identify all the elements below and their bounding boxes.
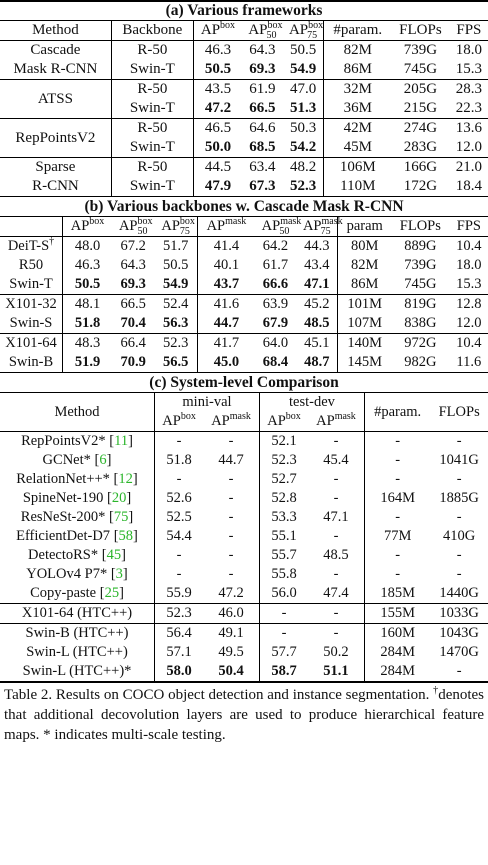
citation-link[interactable]: 3 xyxy=(115,566,123,582)
table-row xyxy=(0,295,488,315)
value-cell: 1470G xyxy=(439,644,479,660)
method-cell: Cascade xyxy=(30,42,81,58)
value-cell: 51.7 xyxy=(162,238,189,254)
value-cell: 739G xyxy=(404,257,437,273)
backbone-cell: R-50 xyxy=(111,158,193,178)
citation-link[interactable]: 11 xyxy=(114,433,129,449)
value-cell: 52.8 xyxy=(259,489,308,508)
value-cell: 18.4 xyxy=(455,178,483,194)
table-row xyxy=(0,624,488,644)
value-cell: - xyxy=(364,470,430,489)
value-cell: 45.1 xyxy=(304,335,330,351)
value-cell: - xyxy=(228,433,234,449)
value-cell: 68.5 xyxy=(249,139,276,155)
value-cell: 47.2 xyxy=(193,99,242,119)
citation-link[interactable]: 75 xyxy=(113,509,129,525)
table-row xyxy=(0,314,488,334)
frameworks-table xyxy=(0,20,488,197)
citation-link[interactable]: 6 xyxy=(99,452,107,468)
value-cell: 45.0 xyxy=(197,353,254,373)
table-row xyxy=(0,177,488,197)
value-cell: - xyxy=(333,490,339,506)
value-cell: 80M xyxy=(338,237,391,257)
value-cell: 166G xyxy=(403,159,438,175)
value-cell: 45.4 xyxy=(323,452,349,468)
value-cell: 32M xyxy=(324,80,391,100)
value-cell: 58.7 xyxy=(259,662,308,681)
method-cell: Mask R-CNN xyxy=(13,61,98,77)
backbone-cell: Swin-T xyxy=(111,138,193,158)
value-cell: 58.0 xyxy=(155,662,204,681)
value-cell: 45M xyxy=(324,138,391,158)
value-cell: 48.0 xyxy=(63,237,113,257)
value-cell: - xyxy=(228,490,234,506)
value-cell: 48.3 xyxy=(63,334,113,354)
value-cell: 838G xyxy=(404,315,437,331)
value-cell: 10.4 xyxy=(456,238,482,254)
value-cell: 43.4 xyxy=(304,257,330,273)
value-cell: 66.5 xyxy=(120,296,146,312)
value-cell: 47.4 xyxy=(323,585,349,601)
col-param: #param. xyxy=(364,393,430,432)
backbone-cell: Swin-T xyxy=(111,99,193,119)
value-cell: 46.3 xyxy=(63,256,113,275)
value-cell: 101M xyxy=(338,295,391,315)
value-cell: 56.4 xyxy=(155,624,204,644)
value-cell: 47.2 xyxy=(218,585,244,601)
value-cell: 106M xyxy=(324,158,391,178)
backbone-cell: X101-32 xyxy=(5,296,57,312)
backbone-cell: Swin-T xyxy=(9,276,53,292)
value-cell: 69.3 xyxy=(249,61,276,77)
value-cell: - xyxy=(456,433,462,449)
value-cell: 107M xyxy=(338,314,391,334)
value-cell: 67.3 xyxy=(249,178,276,194)
value-cell: 18.0 xyxy=(456,257,482,273)
value-cell: 41.6 xyxy=(197,295,254,315)
value-cell: 50.4 xyxy=(218,663,244,679)
backbone-cell: Swin-T xyxy=(111,177,193,197)
col-ap-box: $AP^{box}$ xyxy=(63,217,113,237)
table-caption: Table 2. Results on COCO object detection and instance segmentation. †denotes that additional decovolution layers are used to produce hierarchical feature maps. * indicates multi-scale testing. xyxy=(0,681,488,745)
table-row xyxy=(0,60,488,80)
table-row xyxy=(0,80,488,100)
value-cell: 155M xyxy=(364,604,430,624)
value-cell: 66.6 xyxy=(262,276,289,292)
value-cell: 745G xyxy=(403,61,438,77)
table-row xyxy=(0,508,488,527)
backbone-cell: Swin-B xyxy=(8,354,54,370)
value-cell: 86M xyxy=(338,275,391,295)
method-cell: YOLOv4 P7* [3] xyxy=(26,566,128,582)
value-cell: 50.5 xyxy=(63,275,113,295)
col-backbone xyxy=(0,217,63,237)
value-cell: 410G xyxy=(443,528,476,544)
value-cell: 82M xyxy=(338,256,391,275)
value-cell: 44.7 xyxy=(197,314,254,334)
value-cell: 53.3 xyxy=(259,508,308,527)
table-row xyxy=(0,470,488,489)
method-cell: SpineNet-190 [20] xyxy=(22,490,132,506)
table-header-row xyxy=(0,217,488,237)
col-ap50-mask: $AP^{mask}_{50}$ xyxy=(261,216,302,237)
value-cell: 36M xyxy=(324,99,391,119)
value-cell: 56.5 xyxy=(162,354,189,370)
value-cell: 43.5 xyxy=(193,80,242,100)
value-cell: 48.1 xyxy=(63,295,113,315)
col-flops: FLOPs xyxy=(438,403,480,420)
value-cell: 205G xyxy=(403,81,438,97)
value-cell: - xyxy=(456,509,462,525)
value-cell: - xyxy=(333,605,339,621)
value-cell: - xyxy=(333,471,339,487)
value-cell: 55.9 xyxy=(155,584,204,604)
method-cell: RepPointsV2 xyxy=(15,129,96,146)
table-row xyxy=(0,334,488,354)
method-cell: Copy-paste [25] xyxy=(30,585,124,601)
value-cell: 68.4 xyxy=(262,354,289,370)
backbones-table xyxy=(0,216,488,373)
section-b-title: (b) Various backbones w. Cascade Mask R-CNN xyxy=(84,198,404,215)
col-param: param xyxy=(338,217,391,237)
value-cell: 67.2 xyxy=(120,238,146,254)
citation-link[interactable]: 58 xyxy=(118,528,134,544)
value-cell: 284M xyxy=(364,662,430,681)
value-cell: 64.6 xyxy=(249,120,276,136)
value-cell: 50.3 xyxy=(289,120,317,136)
value-cell: 43.7 xyxy=(197,275,254,295)
col-flops: FLOPs xyxy=(399,218,441,234)
table-row xyxy=(0,158,488,178)
value-cell: 972G xyxy=(404,335,437,351)
citation-link[interactable]: 45 xyxy=(106,547,122,563)
backbone-cell: R-50 xyxy=(111,41,193,61)
table-row xyxy=(0,41,488,61)
value-cell: 10.4 xyxy=(456,335,482,351)
value-cell: 164M xyxy=(364,489,430,508)
value-cell: - xyxy=(456,663,462,679)
backbone-cell: DeiT-S† xyxy=(7,236,55,254)
value-cell: 55.1 xyxy=(259,527,308,546)
value-cell: 41.4 xyxy=(197,237,254,257)
value-cell: 13.6 xyxy=(455,120,483,136)
value-cell: - xyxy=(228,528,234,544)
value-cell: 66.5 xyxy=(249,100,276,116)
value-cell: 160M xyxy=(364,624,430,644)
citation-link[interactable]: 20 xyxy=(111,490,127,506)
value-cell: 64.0 xyxy=(262,335,289,351)
value-cell: 54.9 xyxy=(162,276,189,292)
table-row xyxy=(0,353,488,373)
backbone-cell: R50 xyxy=(18,257,44,273)
value-cell: 12.0 xyxy=(455,139,483,155)
value-cell: 48.7 xyxy=(304,354,330,370)
value-cell: 70.4 xyxy=(120,315,146,331)
value-cell: 819G xyxy=(404,296,437,312)
value-cell: - xyxy=(333,528,339,544)
value-cell: 12.0 xyxy=(456,315,482,331)
method-cell: ATSS xyxy=(37,90,73,107)
value-cell: - xyxy=(364,432,430,452)
value-cell: 215G xyxy=(403,100,438,116)
value-cell: 982G xyxy=(404,354,437,370)
system-table xyxy=(0,392,488,681)
value-cell: 44.3 xyxy=(304,238,330,254)
method-cell: R-CNN xyxy=(32,178,79,194)
section-a-title: (a) Various frameworks xyxy=(0,0,488,20)
value-cell: - xyxy=(456,566,462,582)
value-cell: 47.1 xyxy=(323,509,349,525)
value-cell: - xyxy=(333,433,339,449)
value-cell: 140M xyxy=(338,334,391,354)
value-cell: 28.3 xyxy=(455,81,483,97)
col-testdev: test-dev xyxy=(259,393,364,413)
value-cell: 41.7 xyxy=(197,334,254,354)
value-cell: 49.1 xyxy=(218,625,244,641)
table-row xyxy=(0,275,488,295)
col-ap-box: $AP^{box}$ xyxy=(193,21,242,41)
value-cell: 42M xyxy=(324,119,391,139)
table-row xyxy=(0,119,488,139)
value-cell: 64.2 xyxy=(262,238,289,254)
value-cell: 52.5 xyxy=(155,508,204,527)
value-cell: 50.5 xyxy=(193,60,242,80)
value-cell: 46.3 xyxy=(193,41,242,61)
value-cell: - xyxy=(456,471,462,487)
method-cell: Swin-L (HTC++)* xyxy=(22,663,132,679)
value-cell: 47.1 xyxy=(304,276,330,292)
section-c-title: (c) System-level Comparison xyxy=(149,374,339,391)
method-cell: GCNet* [6] xyxy=(42,452,112,468)
value-cell: 145M xyxy=(338,353,391,373)
value-cell: 110M xyxy=(324,177,391,197)
method-cell: Swin-L (HTC++) xyxy=(26,644,128,660)
citation-link[interactable]: 12 xyxy=(118,471,133,487)
backbone-cell: R-50 xyxy=(111,80,193,100)
col-ap-box: $AP^{box}$ xyxy=(155,412,204,432)
col-ap75-box: $AP^{box}_{75}$ xyxy=(161,216,195,237)
backbone-cell: Swin-S xyxy=(9,315,53,331)
table-row xyxy=(0,662,488,681)
value-cell: 52.3 xyxy=(162,335,189,351)
value-cell: - xyxy=(228,566,234,582)
table-row xyxy=(0,256,488,275)
table-row xyxy=(0,527,488,546)
table-header-row xyxy=(0,21,488,41)
value-cell: 56.0 xyxy=(259,584,308,604)
value-cell: 46.5 xyxy=(193,119,242,139)
value-cell: 47.9 xyxy=(193,177,242,197)
value-cell: 18.0 xyxy=(455,42,483,58)
table-row xyxy=(0,432,488,452)
col-ap-box: $AP^{box}$ xyxy=(259,412,308,432)
method-cell: EfficientDet-D7 [58] xyxy=(16,528,138,544)
value-cell: - xyxy=(228,471,234,487)
col-ap50-box: $AP^{box}_{50}$ xyxy=(248,20,283,41)
table-row xyxy=(0,643,488,662)
col-method: Method xyxy=(32,22,79,38)
value-cell: - xyxy=(364,508,430,527)
value-cell: 46.0 xyxy=(218,605,244,621)
table-row xyxy=(0,237,488,257)
method-cell: DetectoRS* [45] xyxy=(28,547,126,563)
value-cell: 22.3 xyxy=(455,100,483,116)
value-cell: 54.4 xyxy=(155,527,204,546)
value-cell: 21.0 xyxy=(455,159,483,175)
backbone-cell: R-50 xyxy=(111,119,193,139)
value-cell: 48.5 xyxy=(304,315,330,331)
value-cell: - xyxy=(364,546,430,565)
value-cell: - xyxy=(155,470,204,489)
value-cell: 56.3 xyxy=(162,315,189,331)
table-row xyxy=(0,546,488,565)
value-cell: 61.7 xyxy=(262,257,289,273)
value-cell: 64.3 xyxy=(249,42,276,58)
value-cell: 50.0 xyxy=(193,138,242,158)
col-ap-mask: $AP^{mask}$ xyxy=(197,217,254,237)
value-cell: 54.9 xyxy=(289,61,317,77)
value-cell: - xyxy=(364,565,430,584)
value-cell: 1033G xyxy=(439,605,479,621)
value-cell: 55.8 xyxy=(259,565,308,584)
method-cell: X101-64 (HTC++) xyxy=(21,605,133,621)
value-cell: 67.9 xyxy=(262,315,289,331)
backbone-cell: Swin-T xyxy=(111,60,193,80)
value-cell: 69.3 xyxy=(120,276,146,292)
value-cell: 77M xyxy=(364,527,430,546)
table-row xyxy=(0,565,488,584)
value-cell: 739G xyxy=(403,42,438,58)
value-cell: 52.3 xyxy=(259,451,308,470)
value-cell: - xyxy=(259,624,308,644)
value-cell: - xyxy=(364,451,430,470)
value-cell: 49.5 xyxy=(218,644,244,660)
col-backbone: Backbone xyxy=(111,21,193,41)
method-cell: RepPointsV2* [11] xyxy=(21,433,133,449)
value-cell: 1885G xyxy=(439,490,479,506)
value-cell: 48.2 xyxy=(289,159,317,175)
value-cell: 50.2 xyxy=(323,644,349,660)
col-ap-mask: $AP^{mask}$ xyxy=(211,411,251,429)
col-ap50-box: $AP^{box}_{50}$ xyxy=(118,216,153,237)
value-cell: 44.7 xyxy=(218,452,244,468)
table-row xyxy=(0,584,488,604)
value-cell: 1041G xyxy=(439,452,479,468)
value-cell: - xyxy=(155,432,204,452)
value-cell: 52.4 xyxy=(162,296,189,312)
value-cell: 51.8 xyxy=(63,314,113,334)
value-cell: 745G xyxy=(404,276,437,292)
table-row xyxy=(0,451,488,470)
value-cell: 63.4 xyxy=(249,159,276,175)
value-cell: - xyxy=(456,547,462,563)
value-cell: 57.7 xyxy=(259,643,308,662)
col-ap75-mask: $AP^{mask}_{75}$ xyxy=(302,216,343,237)
value-cell: 52.3 xyxy=(289,178,317,194)
value-cell: - xyxy=(259,604,308,624)
value-cell: 45.2 xyxy=(304,296,330,312)
value-cell: 51.1 xyxy=(323,663,349,679)
value-cell: 52.6 xyxy=(155,489,204,508)
col-param: #param. xyxy=(324,21,391,41)
value-cell: 54.2 xyxy=(289,139,317,155)
value-cell: 889G xyxy=(404,238,437,254)
value-cell: - xyxy=(333,625,339,641)
value-cell: 86M xyxy=(324,60,391,80)
value-cell: - xyxy=(155,565,204,584)
col-ap-mask: $AP^{mask}$ xyxy=(316,411,356,429)
value-cell: 47.0 xyxy=(289,81,317,97)
method-cell: RelationNet++* [12] xyxy=(16,471,138,487)
method-cell: ResNeSt-200* [75] xyxy=(20,509,134,525)
value-cell: 48.5 xyxy=(323,547,349,563)
value-cell: 283G xyxy=(403,139,438,155)
value-cell: 61.9 xyxy=(249,81,276,97)
value-cell: 15.3 xyxy=(456,276,482,292)
value-cell: 52.7 xyxy=(259,470,308,489)
value-cell: - xyxy=(228,509,234,525)
value-cell: 44.5 xyxy=(193,158,242,178)
value-cell: 185M xyxy=(364,584,430,604)
value-cell: 50.5 xyxy=(162,257,189,273)
col-ap75-box: $AP^{box}_{75}$ xyxy=(288,20,324,41)
value-cell: 51.9 xyxy=(63,353,113,373)
value-cell: 52.3 xyxy=(155,604,204,624)
method-cell: Sparse xyxy=(35,159,76,175)
value-cell: 1440G xyxy=(439,585,479,601)
value-cell: 64.3 xyxy=(120,257,146,273)
value-cell: 51.8 xyxy=(155,451,204,470)
value-cell: 172G xyxy=(403,178,438,194)
value-cell: 51.3 xyxy=(289,100,317,116)
value-cell: 12.8 xyxy=(456,296,482,312)
citation-link[interactable]: 25 xyxy=(104,585,120,601)
value-cell: 40.1 xyxy=(197,256,254,275)
value-cell: 52.1 xyxy=(259,432,308,452)
value-cell: 82M xyxy=(324,41,391,61)
value-cell: 55.7 xyxy=(259,546,308,565)
col-method: Method xyxy=(54,403,100,420)
value-cell: 66.4 xyxy=(120,335,146,351)
value-cell: 15.3 xyxy=(455,61,483,77)
backbone-cell: X101-64 xyxy=(5,335,57,351)
method-cell: Swin-B (HTC++) xyxy=(25,625,129,641)
value-cell: - xyxy=(155,546,204,565)
table-row xyxy=(0,489,488,508)
col-fps: FPS xyxy=(456,218,481,234)
value-cell: 274G xyxy=(403,120,438,136)
col-minival: mini-val xyxy=(155,393,260,413)
table-row xyxy=(0,604,488,624)
value-cell: - xyxy=(228,547,234,563)
value-cell: 63.9 xyxy=(262,296,289,312)
col-flops: FLOPs xyxy=(399,22,442,38)
table-header-row xyxy=(0,393,488,413)
value-cell: 50.5 xyxy=(289,42,317,58)
col-fps: FPS xyxy=(456,22,482,38)
value-cell: 284M xyxy=(364,643,430,662)
value-cell: 70.9 xyxy=(120,354,146,370)
value-cell: 57.1 xyxy=(155,643,204,662)
value-cell: 1043G xyxy=(439,625,479,641)
value-cell: - xyxy=(333,566,339,582)
value-cell: 11.6 xyxy=(456,354,482,370)
